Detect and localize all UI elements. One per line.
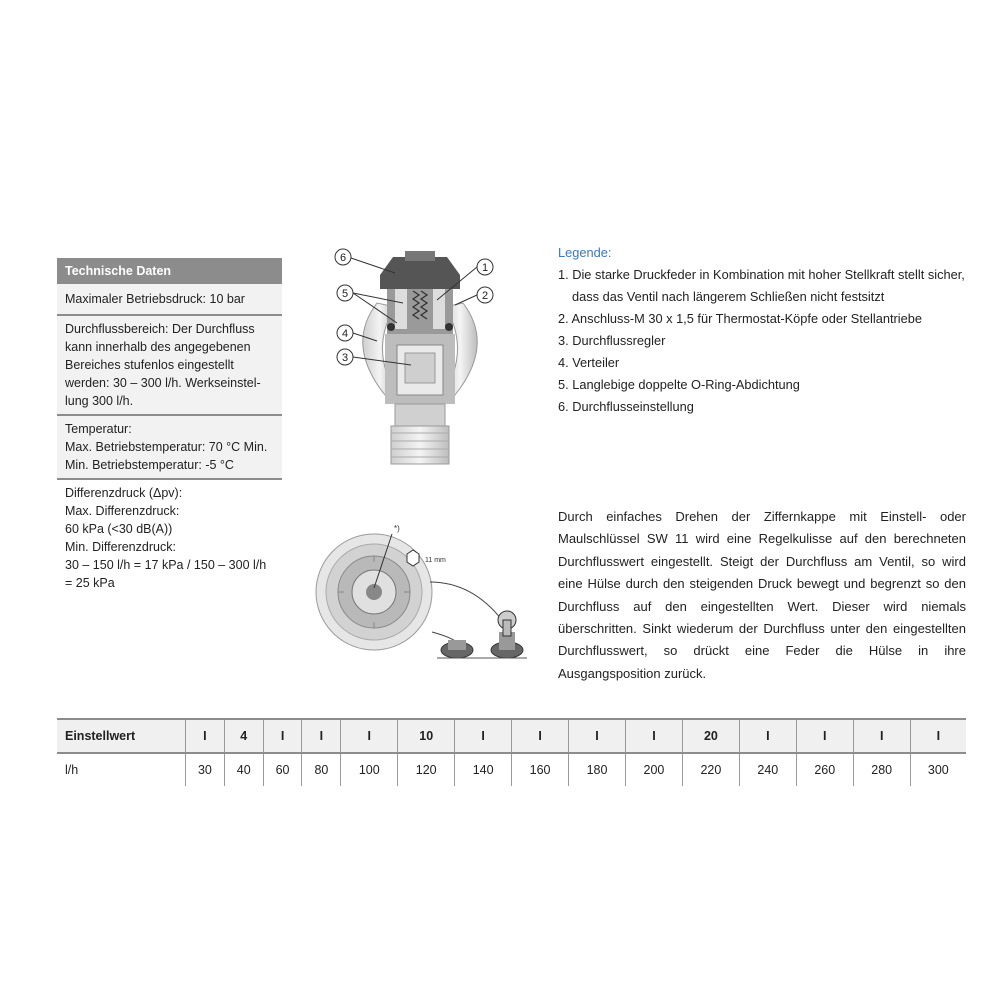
legend-title: Legende: [558, 245, 612, 260]
table-cell: I [302, 719, 341, 753]
table-cell: I [186, 719, 225, 753]
diff-line: 30 – 150 l/h = 17 kPa / 150 – 300 l/h [65, 558, 267, 572]
asterisk-note: *) [394, 524, 400, 533]
table-cell: I [796, 719, 853, 753]
table-cell: 20 [682, 719, 739, 753]
valve-cross-section-drawing [325, 245, 505, 475]
diff-line: = 25 kPa [65, 576, 115, 590]
diff-line: 60 kPa (<30 dB(A)) [65, 522, 173, 536]
callout-3: 3 [341, 352, 349, 364]
technical-data-header: Technische Daten [57, 258, 282, 284]
temp-line: Min. Betriebstemperatur: -5 °C [65, 458, 234, 472]
callout-6: 6 [339, 252, 347, 264]
legend-item: 5. Langlebige doppelte O-Ring-Abdichtung [558, 377, 800, 392]
table-cell: 140 [455, 753, 512, 786]
table-cell: I [569, 719, 626, 753]
table-cell: 4 [224, 719, 263, 753]
description-paragraph: Durch einfaches Drehen der Ziffernkappe mit Einstell- oder Maulschlüssel SW 11 wird eine Regelkulisse auf den berechneten Durchflusswert eingestellt. Steigt der Durchfluss am Ventil, so wird eine Hülse durch den steigenden Druck bewegt und begrenzt so den Durchfluss auf den eingestellten Wert. Dieser wird niemals überschritten. Sinkt wiederum der Durchfluss unter den eingestellten Durchflusswert, so drückt eine Feder die Hülse in ihre Ausgangsposition zurück. [558, 509, 966, 681]
table-row-setting [57, 719, 966, 753]
table-cell: I [739, 719, 796, 753]
row-label: Einstellwert [57, 719, 186, 753]
table-cell: I [512, 719, 569, 753]
flow-range [57, 316, 282, 416]
callout-2: 2 [481, 290, 489, 302]
legend-item: 1. Die starke Druckfeder in Kombination mit hoher Stellkraft stellt sicher, [558, 267, 965, 282]
table-cell: 120 [398, 753, 455, 786]
table-cell: 60 [263, 753, 302, 786]
table-cell: 180 [569, 753, 626, 786]
differential-pressure [57, 480, 282, 596]
technical-data-box [57, 258, 282, 596]
row-label: l/h [65, 763, 79, 777]
legend-item-continuation: dass das Ventil nach längerem Schließen nicht festsitzt [572, 289, 885, 304]
diff-line: Differenzdruck (Δpv): [65, 486, 183, 500]
table-cell: 240 [739, 753, 796, 786]
temp-line: Max. Betriebstemperatur: 70 °C Min. [65, 440, 268, 454]
wrench-size-label: 11 mm [425, 557, 446, 564]
callout-4: 4 [341, 328, 349, 340]
table-cell: I [626, 719, 683, 753]
table-cell: 300 [910, 753, 966, 786]
table-cell: 100 [341, 753, 398, 786]
flow-line: werden: 30 – 300 l/h. Werkseinstel- [65, 376, 261, 390]
table-cell: 160 [512, 753, 569, 786]
callout-5: 5 [341, 288, 349, 300]
table-cell: 30 [186, 753, 225, 786]
max-pressure: Maximaler Betriebsdruck: 10 bar [57, 284, 282, 316]
flow-line: lung 300 l/h. [65, 394, 134, 408]
legend-item: 4. Verteiler [558, 355, 620, 370]
table-cell: I [455, 719, 512, 753]
legend-item: 2. Anschluss-M 30 x 1,5 für Thermostat-Köpfe oder Stellantriebe [558, 311, 922, 326]
table-cell: 220 [682, 753, 739, 786]
diff-line: Max. Differenzdruck: [65, 504, 180, 518]
table-cell: I [853, 719, 910, 753]
legend [558, 242, 978, 418]
table-cell: I [910, 719, 966, 753]
legend-item: 3. Durchflussregler [558, 333, 666, 348]
diff-line: Min. Differenzdruck: [65, 540, 176, 554]
table-cell: 80 [302, 753, 341, 786]
flow-line: kann innerhalb des angegebenen [65, 340, 251, 354]
table-cell: 280 [853, 753, 910, 786]
setting-cap-drawing [312, 522, 537, 667]
flow-line: Bereiches stufenlos eingestellt [65, 358, 234, 372]
callout-1: 1 [481, 262, 489, 274]
table-cell: 260 [796, 753, 853, 786]
temperature [57, 416, 282, 480]
temp-line: Temperatur: [65, 422, 132, 436]
table-cell: I [341, 719, 398, 753]
legend-item: 6. Durchflusseinstellung [558, 399, 694, 414]
table-cell: 10 [398, 719, 455, 753]
flow-line: Durchflussbereich: Der Durchfluss [65, 322, 255, 336]
table-cell: 200 [626, 753, 683, 786]
table-cell: 40 [224, 753, 263, 786]
table-row-flow [57, 753, 966, 786]
table-cell: I [263, 719, 302, 753]
settings-table [57, 718, 966, 786]
